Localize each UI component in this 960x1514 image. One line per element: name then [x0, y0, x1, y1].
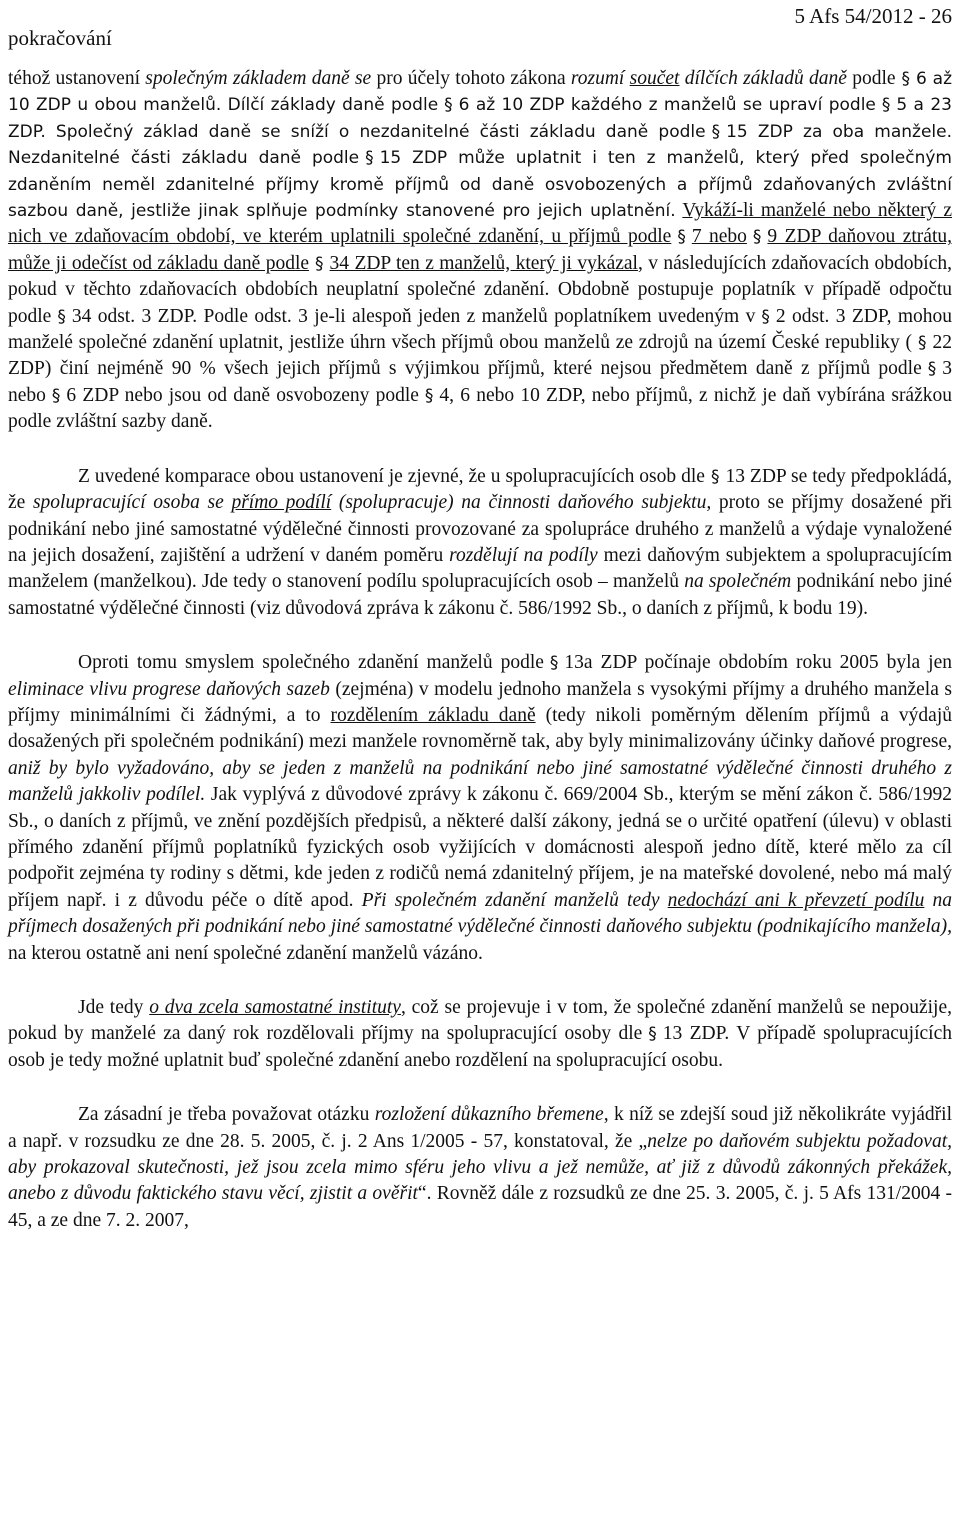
text-span: nelze po daňovém subjektu požadovat, aby prokazoval skutečnosti, jež jsou zcela mimo sféru jeho vlivu a jež nemůže, ať již z důvodů zákonných překážek, anebo z důvodu faktického stavu věcí, zjistit a ověřit [8, 1130, 952, 1205]
text-span: Jde tedy [78, 997, 150, 1018]
document-page [8, 0, 952, 1234]
section-sign-icon: § [881, 95, 891, 116]
text-span: dílčích základů daně [684, 68, 847, 89]
section-sign-icon: § [648, 1024, 657, 1045]
section-sign-icon: § [752, 227, 762, 248]
text-span: 6 až 10 ZDP každého z manželů se upraví podle [458, 95, 876, 116]
section-sign-icon: § [315, 253, 324, 274]
section-sign-icon: § [711, 121, 721, 142]
text-span: (spolupracuje) na činnosti daňového subjektu, [331, 492, 712, 514]
text-span: Vykáží-li manželé nebo některý z nich ve zdaňovacím období, ve kterém uplatnili společné zdanění, u příjmů podle [8, 200, 952, 248]
text-span: 5 a 23 ZDP. Společný základ daně se sníží o nezdanitelné části základu daně podle [8, 95, 952, 142]
text-span: , což se projevuje i v tom, že společné zdanění manželů se nepoužije, pokud by manželé za daný rok rozdělovali příjmy na spolupracující osoby dle [8, 997, 952, 1045]
text-span: Za zásadní je třeba považovat otázku [78, 1104, 375, 1126]
text-span: 34 ZDP ten z manželů, který ji vykázal [329, 252, 638, 274]
text-span: 2 odst. 3 ZDP, mohou manželé společné zdanění uplatnit, jestliže úhrn všech příjmů obou manželů ze zdrojů na území České republiky ( [8, 305, 952, 354]
text-span: Jak vyplývá z důvodové zprávy k zákonu č. 669/2004 Sb., kterým se mění zákon č. 586/1992 Sb., o daních z příjmů, ve znění pozdějších předpisů, a některé další zákony, jedná se o určité opatření (úlevu) v oblasti přímého zdanění příjmů poplatníků fyzických osob vyžijících v domácnosti alespoň jedno dítě, které mělo za cíl podpořit zejména ty rodiny s dětmi, kde jeden z rodičů nemá zdanitelný příjem, je na mateřské dovolené, nebo má malý příjem např. i z důvodu péče o dítě apod. [8, 784, 953, 911]
text-span: 3 nebo [8, 358, 952, 406]
section-sign-icon: § [424, 385, 434, 406]
text-span: podle [846, 68, 896, 89]
text-span: nedochází ani k převzetí podílu [667, 889, 925, 911]
text-span: eliminace vlivu progrese daňových sazeb [8, 678, 330, 700]
paragraph-1 [8, 66, 952, 436]
text-span: spolupracující osoba se [32, 492, 232, 514]
continuation-label: pokračování [8, 26, 112, 50]
text-span: 9 ZDP daňovou ztrátu, může ji odečíst od základu daně podle [8, 226, 952, 274]
text-span: součet [629, 68, 680, 89]
text-span: 6 až 10 ZDP u obou manželů. Dílčí základy daně podle [8, 69, 953, 116]
section-sign-icon: § [927, 359, 937, 380]
text-span: rozdělením základu daně [330, 704, 536, 726]
text-span: , k níž se zdejší soud již několikráte vyjádřil a např. v rozsudku ze dne 28. 5. 2005, č. j. 2 Ans 1/2005 - 57, konstatoval, že „ [8, 1104, 952, 1152]
text-span: (zejména) v modelu jednoho manžela s vysokými příjmy a druhého manžela s příjmy minimálními či žádnými, a to [8, 678, 952, 726]
section-sign-icon: § [57, 306, 66, 327]
section-sign-icon: § [710, 466, 720, 487]
page-header [8, 0, 952, 60]
section-sign-icon: § [365, 148, 374, 169]
text-span: pro účely tohoto zákona [371, 68, 571, 89]
section-sign-icon: § [51, 385, 61, 406]
section-sign-icon: § [677, 227, 686, 248]
text-span: rozumí [570, 68, 625, 89]
text-span: 4, 6 nebo 10 ZDP, nebo příjmů, z nichž je daň vybírána srážkou podle zvláštní sazby daně. [8, 384, 952, 433]
text-span: rozložení důkazního břemene [374, 1104, 604, 1126]
section-sign-icon: § [444, 95, 453, 116]
text-span: 22 ZDP) činí nejméně 90 % všech jejich příjmů s výjimkou příjmů, které nejsou předmětem daně z příjmů podle [8, 332, 952, 380]
text-span: 15 ZDP za oba manžele. Nezdanitelné části základu daně podle [8, 121, 953, 169]
text-span: (tedy nikoli poměrným dělením příjmů a výdajů dosažených při společném podnikání) mezi manžele rovnoměrně tak, aby byly minimalizovány účinky daňové progrese, [8, 704, 953, 753]
text-span: 6 ZDP nebo jsou od daně osvobozeny podle [66, 384, 419, 406]
text-span: o dva zcela samostatné instituty [149, 997, 401, 1018]
paragraph-2 [8, 464, 952, 622]
text-span: rozdělují na podíly [449, 544, 598, 566]
text-span: 34 odst. 3 ZDP. Podle odst. 3 je-li alespoň jeden z manželů poplatníkem uvedeným v [71, 305, 756, 327]
text-span: 13a ZDP počínaje obdobím roku 2005 byla jen [564, 652, 953, 674]
text-span: na společném [684, 571, 792, 593]
text-span: , v následujících zdaňovacích obdobích, pokud v těchto zdaňovacích obdobích neuplatní společné zdanění. Obdobně postupuje poplatník v případě odpočtu podle [8, 252, 952, 327]
text-span: Při společném zdanění manželů tedy [361, 889, 668, 911]
text-span: téhož ustanovení [8, 68, 146, 89]
section-sign-icon: § [761, 306, 770, 327]
paragraph-5 [8, 1102, 952, 1234]
text-span: proto se příjmy dosažené při podnikání nebo jiné samostatné výdělečné činnosti provozované za spolupráce druhého z manželů a výdaje vynaložené na jejich dosažení, zajištění a udržení v daném poměru [8, 492, 953, 566]
text-span: Z uvedené komparace obou ustanovení je zjevné, že u spolupracujících osob dle [78, 465, 705, 487]
text-span: mezi daňovým subjektem a spolupracujícím manželem (manželkou). Jde tedy o stanovení podílu spolupracujících osob – manželů [8, 544, 952, 593]
text-span: 15 ZDP může uplatnit i ten z manželů, který před společným zdaněním neměl zdanitelné příjmy kromě příjmů od daně osvobozených a příjmů zdaňovaných zvláštní sazbou daně, jestliže jinak splňuje podmínky stanovené pro jejich uplatnění. [8, 148, 952, 222]
text-span: aniž by bylo vyžadováno, aby se jeden z manželů na podnikání nebo jiné samostatné výdělečné činnosti druhého z manželů jakkoliv podílel. [8, 757, 952, 806]
text-span: Oproti tomu smyslem společného zdanění manželů podle [78, 652, 544, 674]
section-sign-icon: § [918, 333, 927, 354]
text-span: na příjmech dosažených při podnikání nebo jiné samostatné výdělečné činnosti daňového subjektu (podnikajícího manžela), [8, 889, 953, 938]
text-span: na kterou ostatně ani není společné zdanění manželů vázáno. [8, 942, 483, 964]
text-span: podnikání nebo jiné samostatné výdělečné činnosti (viz důvodová zpráva k zákonu č. 586/1992 Sb., o daních z příjmů, k bodu 19). [8, 571, 952, 619]
text-span: “. Rovněž dále z rozsudků ze dne 25. 3. 2005, č. j. 5 Afs 131/2004 - 45, a ze dne 7. 2. 2007, [8, 1183, 952, 1231]
text-span: 7 nebo [691, 226, 747, 248]
section-sign-icon: § [549, 653, 559, 674]
paragraph-3 [8, 650, 952, 967]
case-number: 5 Afs 54/2012 - 26 [794, 4, 952, 28]
text-span: společným základem daně se [145, 68, 372, 89]
text-span: 13 ZDP se tedy předpokládá, že [8, 465, 952, 514]
paragraph-4 [8, 995, 952, 1074]
text-span: 13 ZDP. V případě spolupracujících osob je tedy možné uplatnit buď společné zdanění anebo rozdělení na spolupracující osobu. [8, 1023, 952, 1071]
text-span: přímo podílí [231, 492, 332, 514]
section-sign-icon: § [901, 69, 911, 89]
